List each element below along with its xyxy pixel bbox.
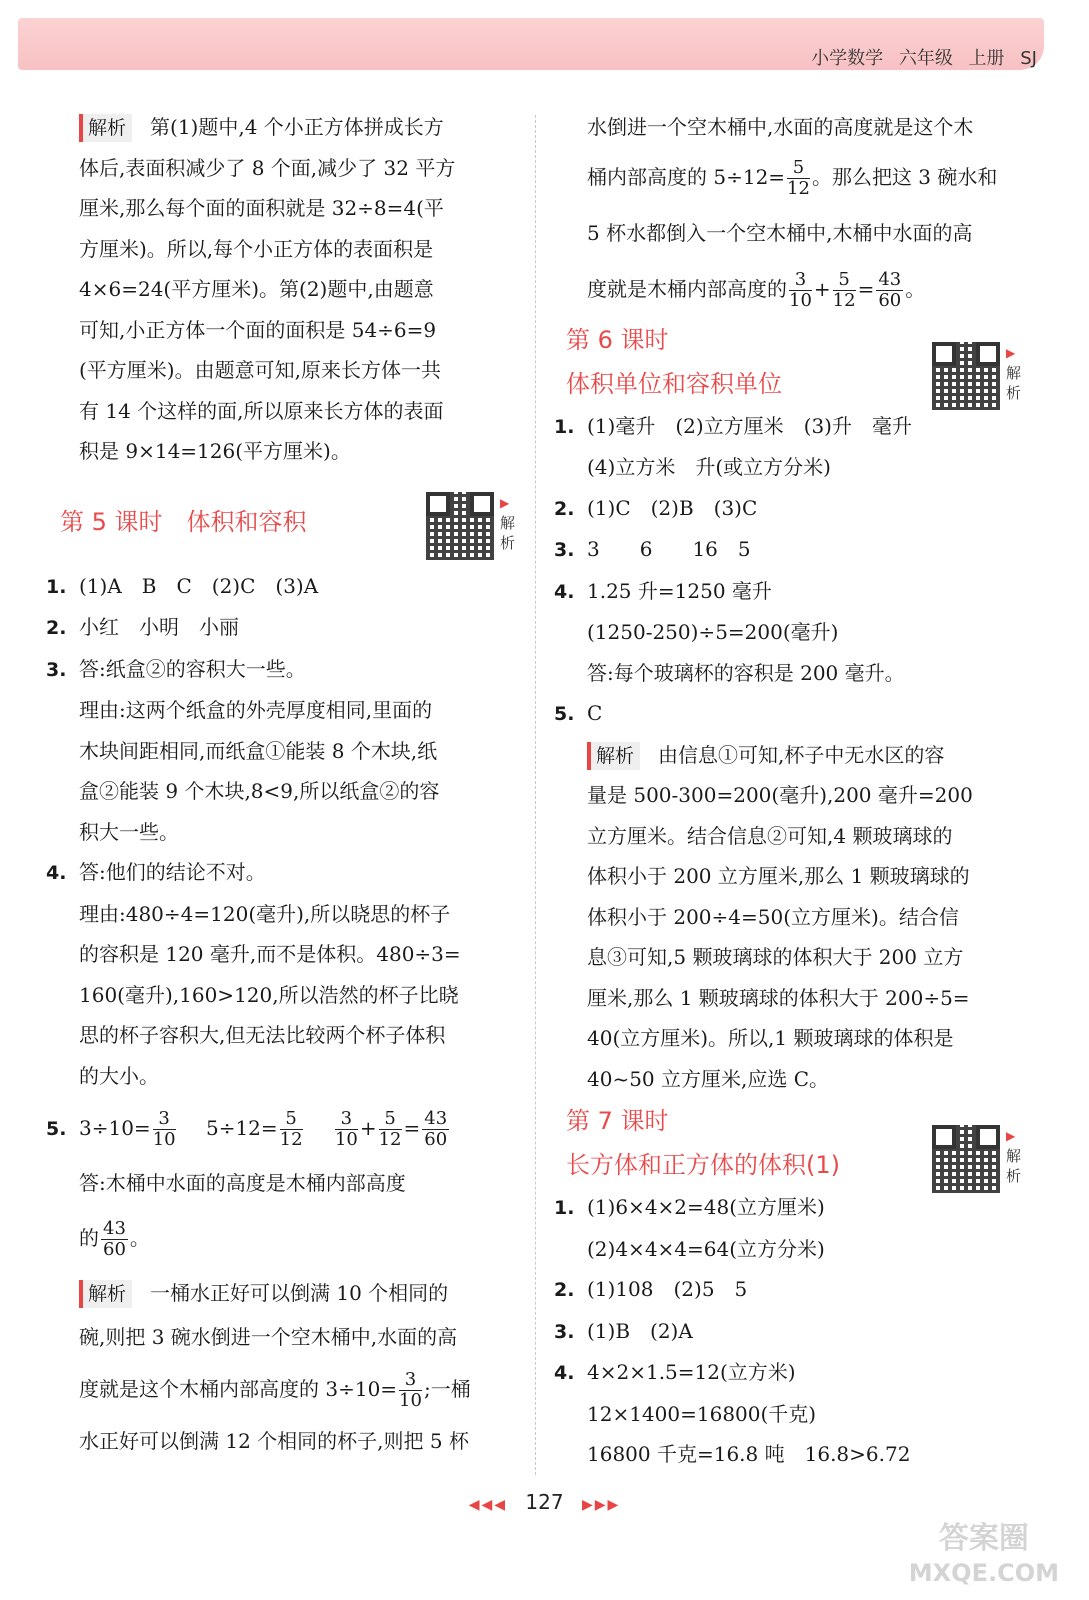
answer-text: 木块间距相同,而纸盒①能装 8 个木块,纸 — [79, 738, 438, 763]
play-icon: ▶ — [1006, 346, 1016, 360]
text-line: 由信息①可知,杯子中无水区的容 — [658, 742, 945, 767]
answer-text: 理由:480÷4=120(毫升),所以晓思的杯子 — [79, 901, 451, 926]
watermark-text: 答案圈 — [938, 1521, 1029, 1556]
text-line: 立方厘米。结合信息②可知,4 颗玻璃球的 — [587, 823, 953, 848]
fraction: $\frac{5}{12}$ — [378, 1108, 402, 1150]
answer-text: 16800 千克=16.8 吨 16.8>6.72 — [587, 1442, 911, 1466]
answer-text: 1.25 升=1250 毫升 — [587, 578, 772, 603]
qr-label: 解析 — [500, 514, 516, 552]
text-line: 桶内部高度的 5÷12= — [587, 164, 786, 189]
text-line: 方厘米)。所以,每个小正方体的表面积是 — [79, 236, 434, 261]
text-line: 度就是木桶内部高度的 — [587, 276, 787, 301]
text-line: 度就是这个木桶内部高度的 3÷10= — [79, 1377, 398, 1401]
text-line: 水倒进一个空木桶中,水面的高度就是这个木 — [587, 115, 974, 139]
answer-text: (1250-250)÷5=200(毫升) — [587, 620, 839, 644]
section-title-lesson-6-number: 第 6 课时 — [566, 325, 669, 354]
analysis-block-2 — [46, 1271, 522, 1463]
qr-code-icon — [932, 342, 1000, 410]
text-line: 厘米,那么每个面的面积就是 32÷8=4(平 — [79, 196, 444, 220]
text-line: 量是 500-300=200(毫升),200 毫升=200 — [587, 783, 973, 807]
section-title-lesson-7: 长方体和正方体的体积(1) — [566, 1151, 840, 1179]
period: 。 — [905, 276, 926, 301]
answer-text: (1)B (2)A — [587, 1318, 693, 1343]
question-number: 3. — [554, 1320, 575, 1343]
fraction: $\frac{3}{10}$ — [334, 1108, 358, 1150]
text-line: ;一桶 — [423, 1377, 471, 1401]
equals-sign: = — [857, 276, 875, 301]
fraction: $\frac{5}{12}$ — [787, 156, 810, 199]
qr-code-lesson-7[interactable] — [932, 1125, 1022, 1193]
analysis-block-1 — [46, 107, 522, 472]
question-number: 5. — [554, 703, 575, 725]
plus-sign: + — [813, 276, 831, 301]
qr-label: 解析 — [1006, 1147, 1022, 1185]
text-line: 碗,则把 3 碗水倒进一个空木桶中,水面的高 — [79, 1325, 458, 1349]
play-icon: ▶ — [500, 496, 510, 510]
question-number: 3. — [46, 658, 67, 681]
section-title-lesson-5: 第 5 课时 体积和容积 — [60, 507, 307, 536]
text-line: 体积小于 200÷4=50(立方厘米)。结合信 — [587, 904, 959, 929]
fraction: $\frac{3}{10}$ — [399, 1369, 422, 1411]
fraction: $\frac{43}{60}$ — [424, 1108, 448, 1150]
question-number: 2. — [46, 617, 67, 639]
qr-code-lesson-6[interactable] — [932, 342, 1022, 410]
answer-text: 160(毫升),160>120,所以浩然的杯子比晓 — [79, 982, 459, 1007]
text-line: 5 杯水都倒入一个空木桶中,木桶中水面的高 — [587, 220, 973, 245]
analysis-block-3 — [554, 735, 1034, 1100]
question-number: 5. — [46, 1118, 67, 1140]
page-footer — [0, 1490, 1089, 1514]
fraction: $\frac{3}{10}$ — [152, 1108, 176, 1150]
play-icon: ▶ — [1006, 1129, 1016, 1143]
answer-text: (4)立方米 升(或立方分米) — [587, 455, 831, 479]
question-number: 2. — [554, 1279, 575, 1301]
answer-text: 积大一些。 — [79, 819, 179, 844]
fraction: $\frac{43}{60}$ — [878, 268, 902, 311]
text-line: 40(立方厘米)。所以,1 颗玻璃球的体积是 — [587, 1026, 954, 1050]
question-number: 1. — [554, 1197, 575, 1219]
question-number: 4. — [46, 862, 67, 884]
text-line: 体积小于 200 立方厘米,那么 1 颗玻璃球的 — [587, 864, 970, 888]
answer-text: 理由:这两个纸盒的外壳厚度相同,里面的 — [79, 698, 433, 722]
question-number: 4. — [554, 1362, 575, 1384]
plus-sign: + — [359, 1116, 377, 1140]
fraction: $\frac{5}{12}$ — [832, 268, 856, 311]
fraction: $\frac{3}{10}$ — [789, 268, 812, 311]
arrow-right-icon: ▶▶▶ — [581, 1497, 621, 1513]
text-line: (平方厘米)。由题意可知,原来长方体一共 — [79, 358, 441, 382]
answer-text: 4×2×1.5=12(立方米) — [587, 1360, 796, 1384]
watermark-logo — [909, 1522, 1059, 1590]
text-line: 厘米,那么 1 颗玻璃球的体积大于 200÷5= — [587, 985, 970, 1010]
answer-text: 答:他们的结论不对。 — [79, 860, 266, 884]
right-column — [554, 107, 1034, 1475]
answer-text: (1)毫升 (2)立方厘米 (3)升 毫升 — [587, 413, 912, 438]
analysis-tag: 解析 — [79, 114, 132, 142]
period: 。 — [129, 1226, 150, 1250]
answer-text: 答:纸盒②的容积大一些。 — [79, 656, 306, 681]
analysis-tag: 解析 — [79, 1280, 132, 1308]
text-line: 息③可知,5 颗玻璃球的体积大于 200 立方 — [587, 945, 964, 969]
left-column — [46, 107, 522, 1463]
answer-text: 答:每个玻璃杯的容积是 200 毫升。 — [587, 660, 905, 685]
analysis-tag: 解析 — [587, 742, 640, 770]
watermark-url: MXQE.COM — [908, 1559, 1059, 1587]
question-number: 3. — [554, 539, 575, 561]
answer-text: 小红 小明 小丽 — [79, 615, 239, 639]
equals-sign: = — [403, 1116, 421, 1140]
answer-text: (1)108 (2)5 5 — [587, 1277, 748, 1301]
answer-text: 3 6 16 5 — [587, 537, 751, 561]
qr-code-icon — [932, 1125, 1000, 1193]
answer-text: 答:木桶中水面的高度是木桶内部高度 — [79, 1171, 406, 1195]
question-number: 2. — [554, 497, 575, 520]
fraction: $\frac{5}{12}$ — [279, 1108, 303, 1150]
text-line: 一桶水正好可以倒满 10 个相同的 — [150, 1281, 449, 1305]
text-line: 体后,表面积减少了 8 个面,减少了 32 平方 — [79, 155, 456, 180]
column-divider — [535, 115, 536, 1475]
answer-text: 盒②能装 9 个木块,8<9,所以纸盒②的容 — [79, 779, 440, 803]
text-line: 水正好可以倒满 12 个相同的杯子,则把 5 杯 — [79, 1429, 469, 1453]
qr-label: 解析 — [1006, 364, 1022, 402]
header-subject: 小学数学 六年级 上册 SJ — [811, 48, 1037, 69]
arrow-left-icon: ◀◀◀ — [468, 1497, 508, 1513]
qr-code-icon — [426, 492, 494, 560]
section-title-lesson-6: 体积单位和容积单位 — [566, 369, 782, 398]
text-line: 积是 9×14=126(平方厘米)。 — [79, 439, 351, 463]
answer-text: 思的杯子容积大,但无法比较两个杯子体积 — [79, 1023, 446, 1047]
answer-text: 的容积是 120 毫升,而不是体积。480÷3= — [79, 942, 461, 966]
answer-text: (2)4×4×4=64(立方分米) — [587, 1236, 825, 1261]
question-number: 1. — [46, 575, 67, 598]
answer-text: (1)C (2)B (3)C — [587, 495, 758, 520]
text-line: 4×6=24(平方厘米)。第(2)题中,由题意 — [79, 277, 434, 301]
qr-code-lesson-5[interactable] — [426, 492, 516, 560]
answer-text: (1)6×4×2=48(立方厘米) — [587, 1195, 825, 1219]
page-number: 127 — [525, 1490, 564, 1514]
answer-text: 的大小。 — [79, 1063, 159, 1088]
answer-text: 的 — [79, 1226, 99, 1250]
text-line: 可知,小正方体一个面的面积是 54÷6=9 — [79, 317, 437, 342]
question-number: 1. — [554, 415, 575, 438]
text-line: 40~50 立方厘米,应选 C。 — [587, 1066, 830, 1091]
question-number: 4. — [554, 580, 575, 603]
answer-text: C — [587, 701, 603, 725]
equation-text: 3÷10= — [79, 1116, 151, 1140]
section-title-lesson-7-number: 第 7 课时 — [566, 1107, 669, 1135]
answer-text: 12×1400=16800(千克) — [587, 1401, 817, 1426]
fraction: $\frac{43}{60}$ — [103, 1218, 126, 1260]
text-line: 第(1)题中,4 个小正方体拼成长方 — [150, 115, 444, 139]
answer-text: (1)A B C (2)C (3)A — [79, 573, 319, 598]
equation-text: 5÷12= — [205, 1116, 278, 1140]
text-line: 有 14 个这样的面,所以原来长方体的表面 — [79, 398, 444, 423]
text-line: 。那么把这 3 碗水和 — [811, 164, 998, 189]
